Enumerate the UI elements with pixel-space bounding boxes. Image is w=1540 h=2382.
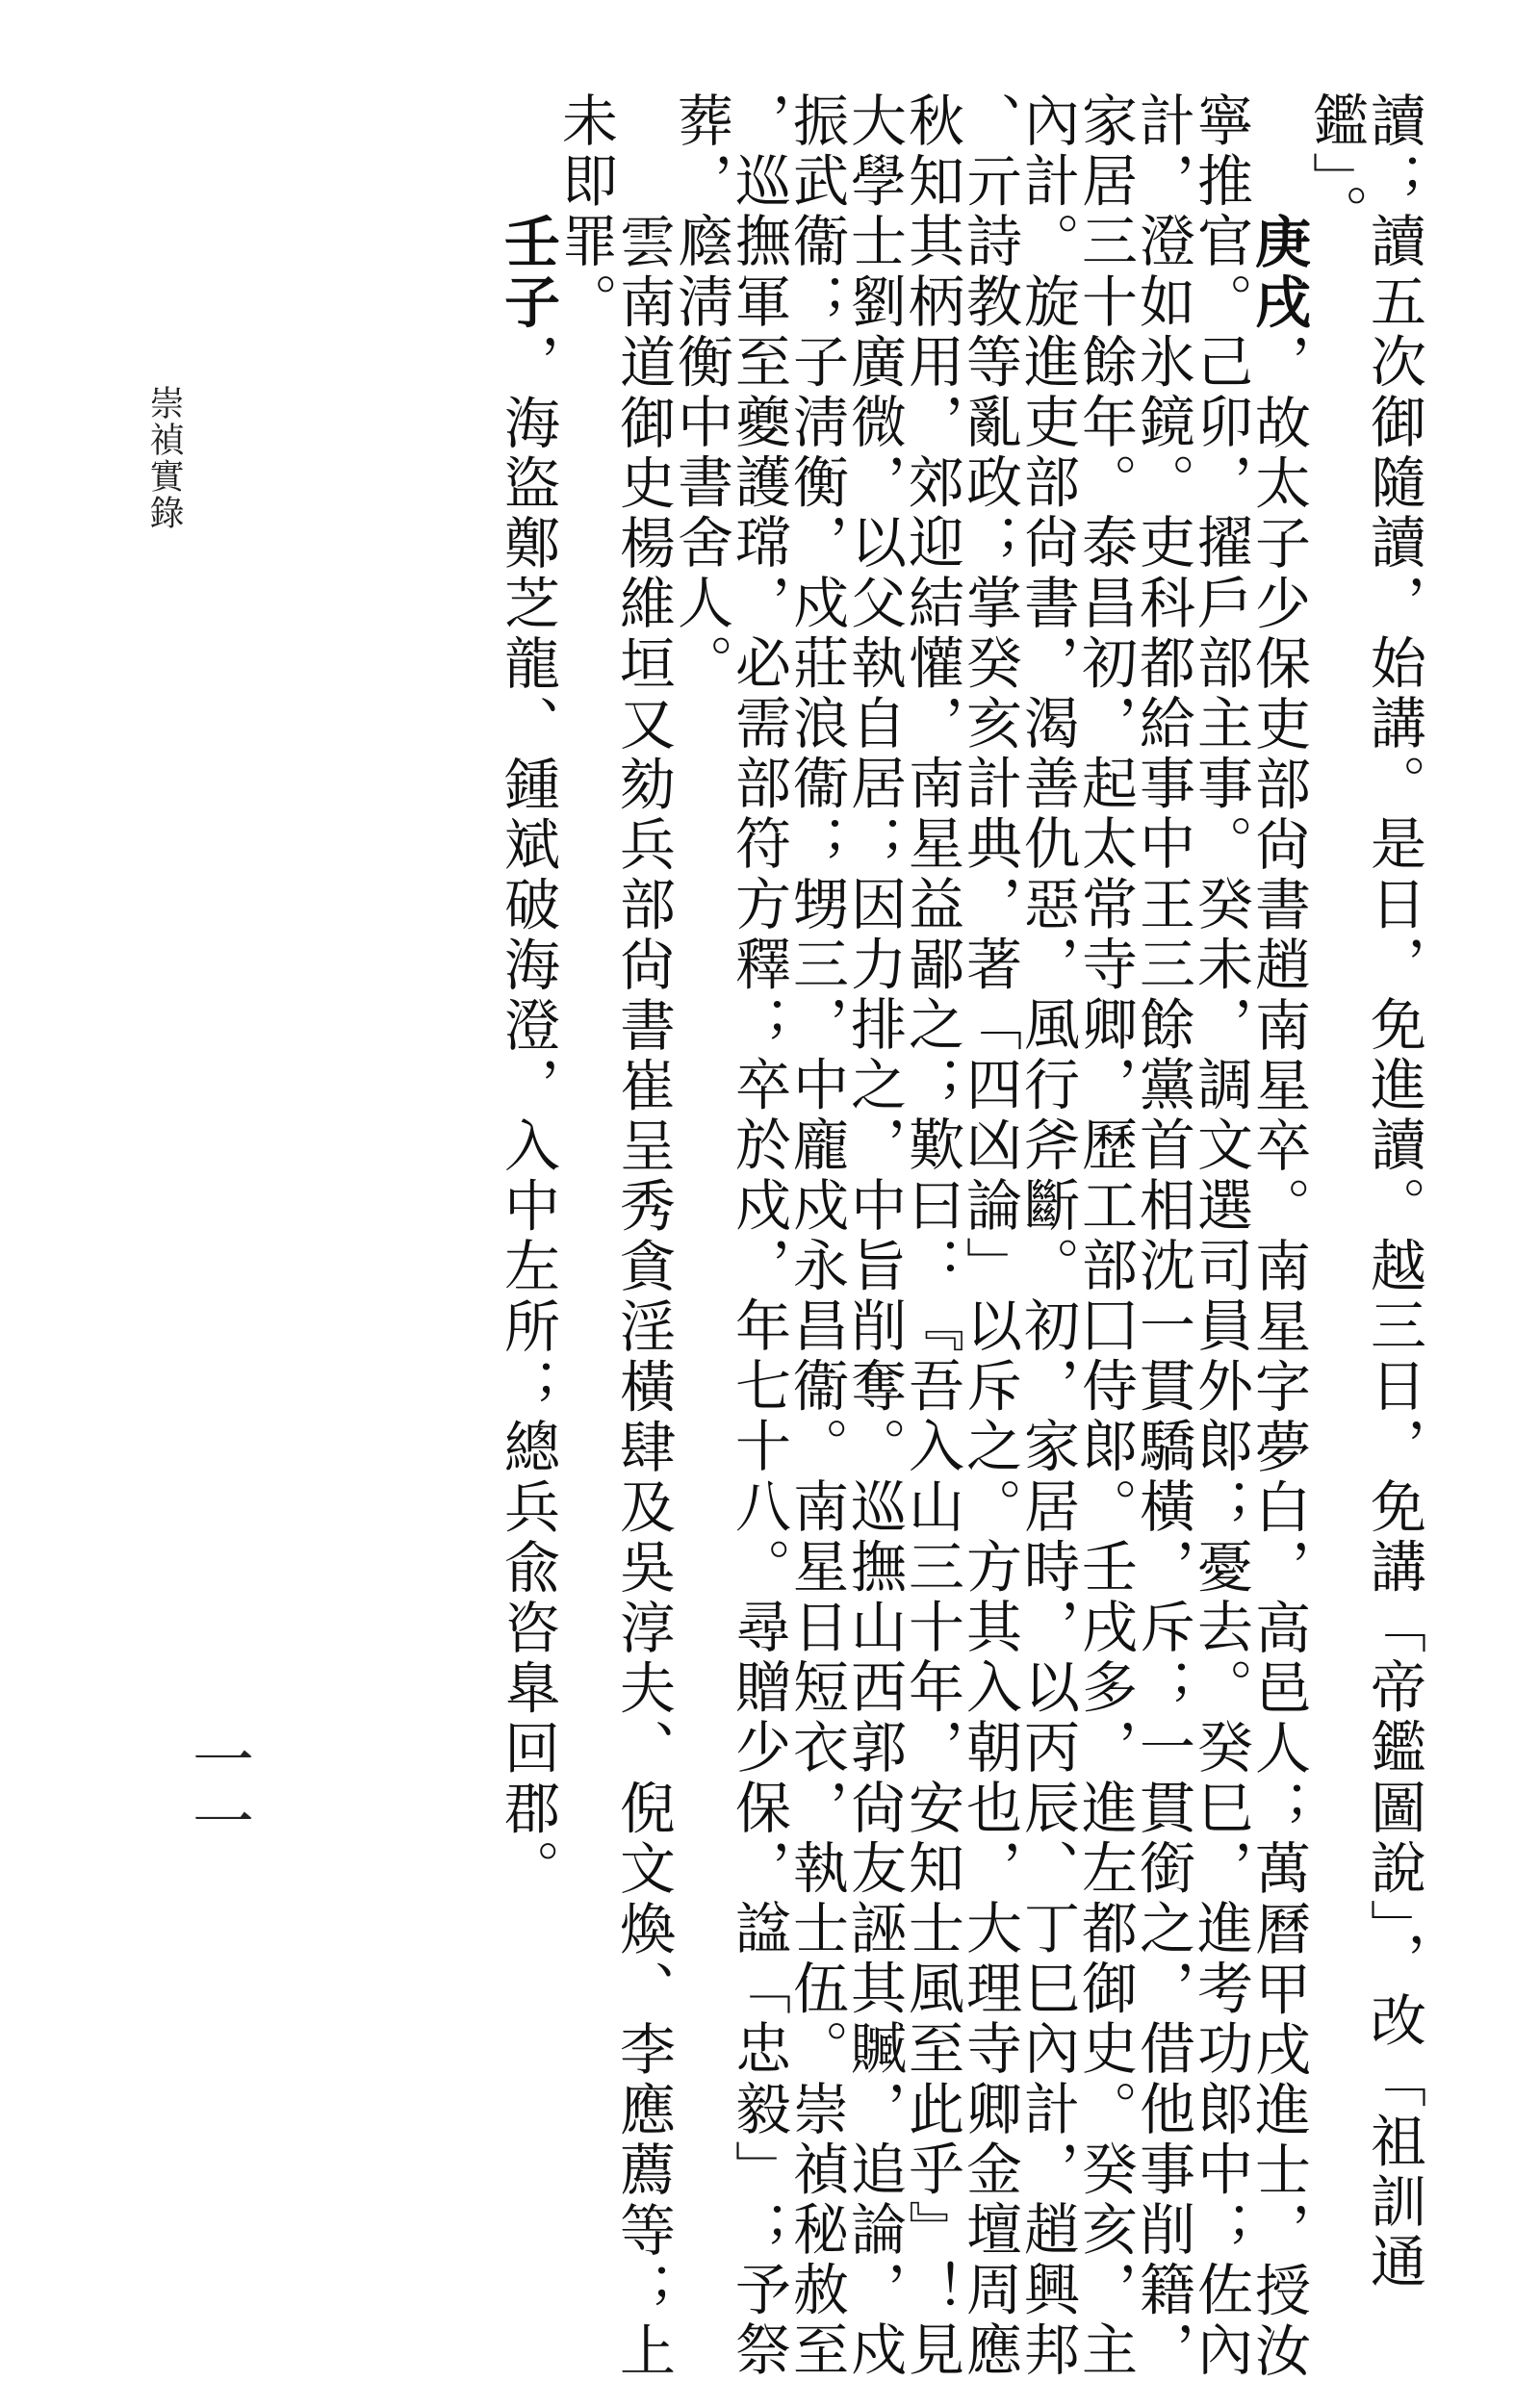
text-column-8 [959,91,1020,2381]
text-column-16 [497,213,558,1900]
column-text: 、亓詩教等亂政；掌癸亥計典，著「四凶論」以斥之。方其入朝也，大理寺卿金壇周應 [957,91,1022,2381]
entry-date-label: 壬子 [495,213,560,334]
text-column-12 [728,91,789,2381]
page-number: 一一 [182,1728,253,1851]
column-text: 讀；讀五次御隨讀，始講。是日，免進讀。越三日，免講「帝鑑圖說」，改「祖訓通 [1361,91,1426,2293]
column-text: 秋知其柄用，郊迎結懽，南星益鄙之；歎曰：『吾入山三十年，安知士風至此乎』！見 [899,91,964,2381]
column-text: 鑑」。 [1303,91,1369,244]
column-text: 雲南道御史楊維垣又劾兵部尙書崔呈秀貪淫橫肆及吳淳夫、倪文煥、李應薦等；上 [610,213,676,2382]
text-column-14 [612,213,674,2382]
running-header: 崇禎實錄 [144,385,184,531]
text-column-15 [554,91,616,332]
column-text: 未即罪。 [552,91,618,333]
column-text: 振武衞；子淸衡，戍莊浪衞；甥三，中龐戍永昌衞。南星日短衣，執士伍。崇禎秘赦至 [783,91,849,2381]
column-text: 內計。旋進吏部尙書，渴善仇惡，風行斧斷。初，家居時，以丙辰、丁巳內計，趙興邦 [1014,91,1080,2381]
text-column-11 [785,91,847,2381]
text-column-13 [670,91,732,694]
text-column-2 [1305,91,1367,244]
text-column-6 [1074,91,1136,2381]
text-column-9 [901,91,962,2381]
column-text: ，故太子少保吏部尙書趙南星卒。南星字夢白，高邑人；萬曆甲戌進士，授汝 [1245,333,1311,2382]
column-text: ，巡撫軍至夔護瑺，必需部符方釋；卒於戍，年七十八。尋贈少保，諡「忠毅」；予祭 [726,91,791,2381]
column-text: ，海盜鄭芝龍、鍾斌破海澄，入中左所；總兵兪咨臯回郡。 [495,333,560,1900]
text-column-5 [1132,91,1194,2381]
column-text: 家居三十餘年。泰昌初，起太常寺卿，歷工部囗侍郞。壬戌多，進左都御史。癸亥，主 [1072,91,1138,2381]
text-column-1 [1363,91,1424,2292]
column-text: 計，澄如氷鏡。吏科都給事中王三餘黨首相沈一貫驕橫，斥；一貫銜之，借他事削籍， [1130,91,1195,2381]
text-column-10 [843,91,905,2381]
column-text: 寧推官。己卯，擢戶部主事。癸未，調文選司員外郞；憂去。癸巳，進考功郞中；佐內 [1188,91,1253,2381]
text-column-4 [1190,91,1251,2381]
text-column-7 [1016,91,1078,2381]
entry-date-label: 庚戌 [1245,213,1311,334]
column-text: 大學士劉廣微，以父執自居；因力排之，中旨削奪。巡撫山西郭尙友誣其贓，追論，戍 [841,91,907,2381]
column-text: 葬，廕淸衡中書舍人。 [668,91,733,694]
text-column-3 [1247,213,1309,2382]
